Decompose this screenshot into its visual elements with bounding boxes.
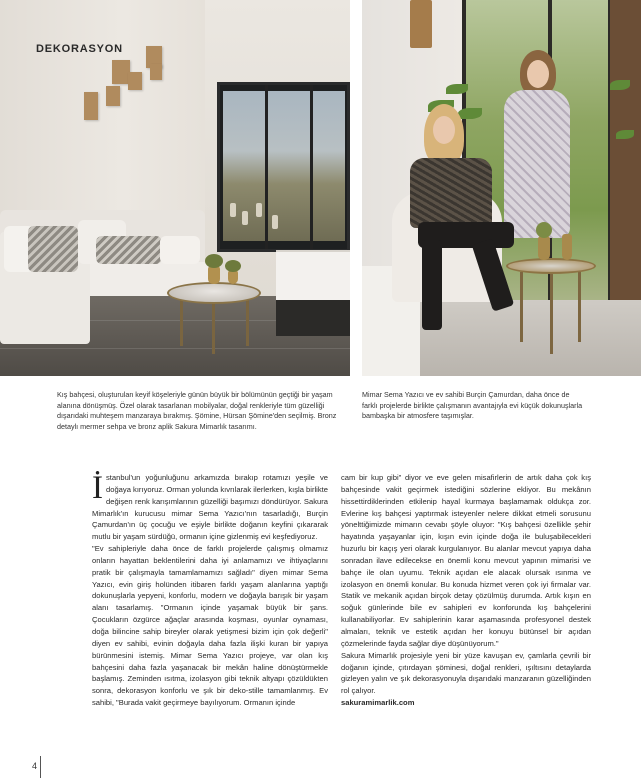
article-paragraph: Sakura Mimarlık projesiyle yeni bir yüze kavuşan ev, çamlarla çevrili bir doğanın içinde, çıtırdayan şöminesi, doğal renkleri, ışıltısını detaylarda gizleyen yalın ve şık dekorasyonuyla dışarıdaki manzaranın güzelliğinden rol çalıyor. [341,650,591,696]
plant-icon [536,222,552,238]
living-room-photo [0,0,350,376]
article-paragraph: "Ev sahipleriyle daha önce de farklı projelerde çalışmış olmamız onların hayattan beklentilerini daha iyi anlamamızı ve ihtiyaçlarını pratik bir çalışmayla tamamlamamızı sağladı" diyen mimar Sema Yazıcı, evin giriş holünden itibaren farklı yaşam alanlarına yaptığı dokunuşlarla yepyeni, konforlu, modern ve doğayla barışık bir yaşam alanı tasarlamış. "Ormanın içinde yaşamak büyük bir şans. Çocukların özgürce ağaçlar arasında koşması, oyunlar oynaması, doğa bilincine sahip bireyler olarak yetişmesi bizim için çok değerli" diyen ev sahibi, evinin doğayla daha fazla ilişki kuran bir yapıya bürünmesini istemiş. Mimar Sema Yazıcı projeye, var olan kış bahçesini daha fazla yaşanacak bir mekân haline dönüştürmekle başlamış. Zeminden ısıtma, izolasyon gibi teknik altyapı çözüldükten sonra, dekorasyon konforlu ve şık bir deko-stille tamamlanmış. Ev sahibi, "Burada vakit geçirmeye bayılıyorum. Ormanın içinde [92,544,328,708]
article-paragraph: İstanbul'un yoğunluğunu arkamızda bırakıp rotamızı yeşile ve doğaya kırıyoruz. Orman yolunda kıvrılarak ilerlerken, kışla birlikte değişen renk karışımlarının güzelliği başımızı döndürüyor. Sakura Mimarlık'ın kurucusu mimar Sema Yazıcı'nın tasarladığı, Burçin Çamurdan'ın üç çocuğu ve eşiyle birlikte doğanın keyfini çıkararak mutlu bir yaşam sürdüğü, ormanın içine gizlenmiş evi keşfediyoruz. [92,470,328,542]
vase-icon [538,236,550,260]
side-table [506,258,596,274]
plant-icon [205,254,223,268]
bronze-sconce-icon [410,0,432,48]
photo-caption: Kış bahçesi, oluşturulan keyif köşeleriyle günün büyük bir bölümünün geçtiği bir yaşam alanına dönüşmüş. Özel olarak tasarlanan mobilyalar, doğal renkleriyle tüm güzelliği dışarıdaki muhteşem manzaraya bırakmış. Şömine, Hürsan Şömine'den seçilmiş. Bronz detaylı mermer sehpa ve bronz aplik Sakura Mimarlık tasarımı. [57,390,337,431]
fireplace-base [276,300,350,336]
bronze-sconce-icon [106,86,120,106]
page-number: 4 [32,761,38,771]
pillow [160,236,200,264]
bronze-sconce-icon [150,64,162,80]
pillow [28,226,78,272]
window [217,82,350,252]
website-link[interactable]: sakuramimarlik.com [341,698,415,708]
drop-cap: İ [92,470,103,506]
vase-icon [208,266,220,284]
fireplace [276,250,350,300]
pillow [96,236,162,264]
vase-icon [228,270,238,284]
section-label: DEKORASYON [36,43,123,55]
article-column-right [341,472,591,709]
vase-icon [562,234,572,260]
plant-icon [225,260,241,272]
article-paragraph: cam bir kup gibi" diyor ve eve gelen misafirlerin de artık daha çok kış bahçesinde vakit geçirmek istediğini sözlerine ekliyor. Bu mekânın hissettirdiklerinden etkilenip hayal kurmaya başlamamak oldukça zor. Evlerine kış bahçesi yaptırmak isteyenler nelere dikkat etmeli sorusunu yönelttiğimizde mimarın cevabı şöyle oluyor: "Kış bahçesi özellikle şehir hayatında yaşayanlar için, kışın evin içinde doğa ile buluşabilecekleri huzurlu bir kaçış yeri olarak kurgulanıyor. Bu alanlar mevcut yapıya daha sonradan ilave edilecekse en önemli konu mevcut yapının mimarisi ve bahçe ile olan uyumu. Teknik açıdan ele alacak olursak ısınma ve izolasyon en önemli konular. Bu konuda hizmet veren çok iyi firmalar var. Statik ve mekanik açıdan birçok detay çözülmüş durumda. Artık kışın en soğuk günlerinde bile ev sahipleri ev konforunda kış bahçelerini kullanabiliyorlar. Ev sahiplerinin karar aşamasında profesyonel destek almaları, teknik ve estetik açıdan her konuyu bütünsel bir açıdan çözmelerinde fayda sağlar diye düşünüyorum." [341,473,591,648]
page-rule [40,756,41,778]
bronze-sconce-icon [84,92,98,120]
portrait-photo [362,0,641,376]
photo-caption: Mimar Sema Yazıcı ve ev sahibi Burçin Çamurdan, daha önce de farklı projelerde birlikte çalışmanın avantajıyla evi küçük dokunuşlarla bambaşka bir atmosfere taşımışlar. [362,390,583,421]
bronze-sconce-icon [128,72,142,90]
marble-table [167,282,261,304]
article-column-left [92,472,328,709]
